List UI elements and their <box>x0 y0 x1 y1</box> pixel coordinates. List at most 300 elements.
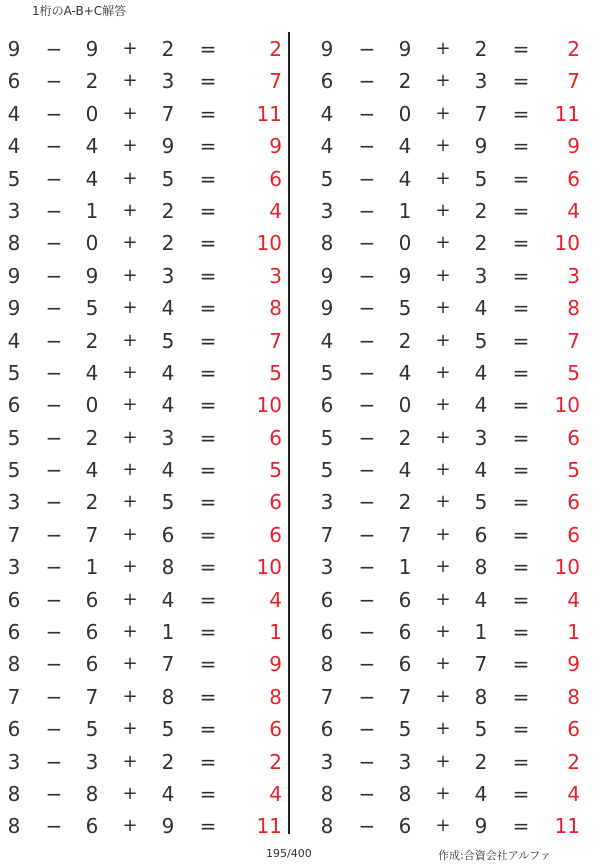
plus-sign: + <box>435 38 451 59</box>
operand-a: 9 <box>7 296 21 321</box>
answer-value: 3 <box>269 263 282 288</box>
operand-b: 0 <box>398 231 412 256</box>
answer-value: 7 <box>269 328 282 353</box>
problem-row <box>313 227 593 259</box>
problem-row <box>313 746 593 778</box>
minus-sign: − <box>45 555 63 580</box>
answer-value: 10 <box>256 555 282 580</box>
plus-sign: + <box>435 329 451 351</box>
operand-c: 5 <box>474 490 488 515</box>
minus-sign: − <box>45 263 63 288</box>
equals-sign: = <box>512 296 530 321</box>
operand-a: 9 <box>320 263 334 288</box>
problem-row <box>313 519 593 551</box>
operand-a: 4 <box>7 328 21 353</box>
answer-value: 4 <box>269 587 282 612</box>
answer-value: 5 <box>269 458 282 483</box>
operand-c: 9 <box>474 814 488 839</box>
problem-row <box>0 33 280 65</box>
operand-c: 5 <box>474 166 488 191</box>
answer-column-right <box>313 33 593 843</box>
operand-b: 3 <box>85 749 99 774</box>
minus-sign: − <box>45 101 63 126</box>
operand-a: 8 <box>7 781 21 806</box>
answer-value: 1 <box>269 620 282 645</box>
operand-b: 7 <box>398 684 412 709</box>
operand-b: 5 <box>398 717 412 742</box>
operand-a: 8 <box>320 814 334 839</box>
operand-c: 4 <box>474 296 488 321</box>
operand-c: 6 <box>161 522 175 547</box>
answer-value: 2 <box>567 37 580 61</box>
answer-column-left <box>0 33 280 843</box>
problem-row <box>0 227 280 259</box>
operand-c: 4 <box>161 296 175 321</box>
minus-sign: − <box>45 360 63 385</box>
operand-a: 7 <box>7 522 21 547</box>
plus-sign: + <box>435 588 451 610</box>
plus-sign: + <box>435 297 451 319</box>
minus-sign: − <box>358 717 376 742</box>
operand-c: 2 <box>161 231 175 256</box>
minus-sign: − <box>358 425 376 450</box>
answer-value: 7 <box>567 328 580 353</box>
operand-a: 8 <box>7 652 21 677</box>
problem-row <box>313 130 593 162</box>
operand-b: 8 <box>398 781 412 806</box>
equals-sign: = <box>512 231 530 256</box>
answer-value: 9 <box>269 652 282 677</box>
plus-sign: + <box>122 264 138 286</box>
equals-sign: = <box>199 231 217 256</box>
operand-c: 9 <box>161 814 175 839</box>
plus-sign: + <box>122 750 138 772</box>
plus-sign: + <box>435 685 451 707</box>
answer-value: 6 <box>567 522 580 547</box>
plus-sign: + <box>122 556 138 578</box>
page-title: 1桁のA-B+C解答 <box>32 4 127 18</box>
operand-a: 6 <box>7 717 21 742</box>
operand-b: 0 <box>85 393 99 418</box>
operand-c: 4 <box>161 360 175 385</box>
operand-a: 3 <box>320 490 334 515</box>
operand-b: 6 <box>398 587 412 612</box>
minus-sign: − <box>358 37 376 61</box>
plus-sign: + <box>435 199 451 221</box>
operand-b: 6 <box>398 620 412 645</box>
problem-row <box>0 551 280 583</box>
equals-sign: = <box>512 360 530 385</box>
minus-sign: − <box>45 587 63 612</box>
operand-b: 4 <box>398 360 412 385</box>
operand-c: 7 <box>161 652 175 677</box>
equals-sign: = <box>199 134 217 159</box>
operand-a: 5 <box>7 458 21 483</box>
minus-sign: − <box>45 393 63 418</box>
answer-value: 3 <box>567 263 580 288</box>
operand-c: 2 <box>474 37 488 61</box>
operand-c: 3 <box>474 263 488 288</box>
equals-sign: = <box>512 652 530 677</box>
operand-a: 4 <box>320 101 334 126</box>
problem-row <box>0 292 280 324</box>
answer-value: 7 <box>567 69 580 94</box>
operand-a: 6 <box>320 587 334 612</box>
operand-a: 6 <box>7 393 21 418</box>
operand-c: 9 <box>161 134 175 159</box>
operand-a: 8 <box>7 231 21 256</box>
answer-value: 6 <box>567 425 580 450</box>
answer-value: 9 <box>567 652 580 677</box>
operand-a: 3 <box>320 198 334 223</box>
minus-sign: − <box>358 101 376 126</box>
operand-b: 6 <box>85 587 99 612</box>
operand-a: 6 <box>7 620 21 645</box>
equals-sign: = <box>199 555 217 580</box>
equals-sign: = <box>199 263 217 288</box>
answer-value: 6 <box>269 717 282 742</box>
minus-sign: − <box>358 231 376 256</box>
operand-a: 5 <box>320 458 334 483</box>
problem-row <box>0 163 280 195</box>
operand-b: 2 <box>85 490 99 515</box>
problem-row <box>0 325 280 357</box>
equals-sign: = <box>199 684 217 709</box>
equals-sign: = <box>199 620 217 645</box>
operand-c: 2 <box>474 749 488 774</box>
operand-c: 2 <box>161 37 175 61</box>
plus-sign: + <box>435 815 451 837</box>
operand-a: 8 <box>320 652 334 677</box>
equals-sign: = <box>199 781 217 806</box>
operand-b: 0 <box>85 101 99 126</box>
answer-value: 8 <box>567 684 580 709</box>
problem-row <box>0 778 280 810</box>
equals-sign: = <box>199 69 217 94</box>
equals-sign: = <box>512 198 530 223</box>
operand-a: 8 <box>320 231 334 256</box>
equals-sign: = <box>512 458 530 483</box>
problem-row <box>313 292 593 324</box>
equals-sign: = <box>512 555 530 580</box>
plus-sign: + <box>122 297 138 319</box>
operand-a: 3 <box>320 749 334 774</box>
operand-b: 8 <box>85 781 99 806</box>
problem-row <box>313 422 593 454</box>
problem-row <box>313 454 593 486</box>
operand-b: 9 <box>85 263 99 288</box>
operand-a: 4 <box>320 134 334 159</box>
operand-c: 2 <box>474 198 488 223</box>
operand-c: 3 <box>161 263 175 288</box>
operand-c: 4 <box>161 393 175 418</box>
plus-sign: + <box>435 750 451 772</box>
plus-sign: + <box>435 394 451 416</box>
problem-row <box>0 130 280 162</box>
plus-sign: + <box>435 167 451 189</box>
plus-sign: + <box>435 135 451 157</box>
equals-sign: = <box>512 522 530 547</box>
plus-sign: + <box>122 135 138 157</box>
plus-sign: + <box>435 426 451 448</box>
equals-sign: = <box>199 296 217 321</box>
answer-value: 6 <box>567 717 580 742</box>
problem-row <box>313 65 593 97</box>
answer-value: 4 <box>567 781 580 806</box>
equals-sign: = <box>199 522 217 547</box>
answer-value: 2 <box>269 749 282 774</box>
problem-row <box>0 357 280 389</box>
minus-sign: − <box>358 620 376 645</box>
equals-sign: = <box>199 458 217 483</box>
operand-a: 6 <box>320 620 334 645</box>
answer-value: 8 <box>269 684 282 709</box>
plus-sign: + <box>122 361 138 383</box>
problem-row <box>313 389 593 421</box>
answer-value: 6 <box>269 490 282 515</box>
operand-c: 5 <box>161 717 175 742</box>
minus-sign: − <box>358 490 376 515</box>
plus-sign: + <box>435 361 451 383</box>
minus-sign: − <box>45 717 63 742</box>
equals-sign: = <box>512 814 530 839</box>
operand-b: 4 <box>85 458 99 483</box>
problem-row <box>313 486 593 518</box>
operand-b: 6 <box>85 620 99 645</box>
operand-b: 2 <box>85 425 99 450</box>
minus-sign: − <box>358 263 376 288</box>
operand-a: 5 <box>7 425 21 450</box>
operand-a: 8 <box>320 781 334 806</box>
problem-row <box>313 163 593 195</box>
plus-sign: + <box>122 102 138 124</box>
page-number: 195/400 <box>266 847 312 860</box>
plus-sign: + <box>122 685 138 707</box>
operand-a: 3 <box>7 749 21 774</box>
operand-a: 6 <box>320 69 334 94</box>
operand-c: 3 <box>474 69 488 94</box>
credit-text: 作成:合資会社アルファ <box>438 849 552 862</box>
problem-row <box>313 616 593 648</box>
plus-sign: + <box>435 70 451 92</box>
minus-sign: − <box>358 198 376 223</box>
answer-value: 6 <box>269 522 282 547</box>
operand-c: 6 <box>474 522 488 547</box>
plus-sign: + <box>435 782 451 804</box>
operand-c: 2 <box>161 749 175 774</box>
operand-c: 5 <box>161 166 175 191</box>
minus-sign: − <box>45 781 63 806</box>
operand-b: 5 <box>398 296 412 321</box>
operand-a: 8 <box>7 814 21 839</box>
operand-b: 2 <box>398 425 412 450</box>
problem-row <box>0 810 280 842</box>
operand-b: 7 <box>398 522 412 547</box>
operand-a: 6 <box>7 587 21 612</box>
problem-row <box>0 681 280 713</box>
minus-sign: − <box>358 684 376 709</box>
minus-sign: − <box>358 814 376 839</box>
equals-sign: = <box>199 198 217 223</box>
operand-c: 4 <box>474 393 488 418</box>
operand-a: 5 <box>7 166 21 191</box>
minus-sign: − <box>45 69 63 94</box>
operand-b: 7 <box>85 522 99 547</box>
answer-value: 6 <box>567 490 580 515</box>
equals-sign: = <box>199 587 217 612</box>
minus-sign: − <box>45 814 63 839</box>
minus-sign: − <box>45 652 63 677</box>
answer-value: 2 <box>567 749 580 774</box>
answer-value: 10 <box>554 231 580 256</box>
equals-sign: = <box>512 101 530 126</box>
operand-c: 1 <box>161 620 175 645</box>
plus-sign: + <box>435 556 451 578</box>
plus-sign: + <box>122 621 138 643</box>
problem-row <box>313 260 593 292</box>
answer-value: 8 <box>269 296 282 321</box>
operand-c: 7 <box>474 652 488 677</box>
operand-c: 2 <box>161 198 175 223</box>
minus-sign: − <box>358 522 376 547</box>
operand-b: 4 <box>398 166 412 191</box>
answer-value: 8 <box>567 296 580 321</box>
answer-value: 5 <box>567 458 580 483</box>
plus-sign: + <box>122 199 138 221</box>
equals-sign: = <box>512 393 530 418</box>
plus-sign: + <box>435 491 451 513</box>
plus-sign: + <box>122 232 138 254</box>
equals-sign: = <box>512 425 530 450</box>
plus-sign: + <box>435 459 451 481</box>
operand-b: 3 <box>398 749 412 774</box>
operand-c: 4 <box>161 587 175 612</box>
problem-row <box>0 584 280 616</box>
minus-sign: − <box>45 328 63 353</box>
operand-a: 9 <box>320 296 334 321</box>
operand-b: 0 <box>398 101 412 126</box>
equals-sign: = <box>199 652 217 677</box>
answer-value: 9 <box>567 134 580 159</box>
equals-sign: = <box>512 134 530 159</box>
problem-row <box>313 551 593 583</box>
equals-sign: = <box>512 69 530 94</box>
operand-c: 2 <box>474 231 488 256</box>
operand-a: 3 <box>7 198 21 223</box>
operand-a: 5 <box>320 425 334 450</box>
minus-sign: − <box>358 328 376 353</box>
answer-value: 11 <box>256 101 282 126</box>
problem-row <box>0 486 280 518</box>
operand-c: 8 <box>161 684 175 709</box>
operand-b: 6 <box>398 652 412 677</box>
equals-sign: = <box>199 425 217 450</box>
minus-sign: − <box>358 134 376 159</box>
operand-b: 9 <box>398 37 412 61</box>
operand-b: 4 <box>398 458 412 483</box>
plus-sign: + <box>122 459 138 481</box>
minus-sign: − <box>358 749 376 774</box>
equals-sign: = <box>199 360 217 385</box>
plus-sign: + <box>122 426 138 448</box>
equals-sign: = <box>512 781 530 806</box>
minus-sign: − <box>45 522 63 547</box>
plus-sign: + <box>435 523 451 545</box>
operand-b: 5 <box>85 717 99 742</box>
operand-a: 7 <box>320 522 334 547</box>
plus-sign: + <box>435 621 451 643</box>
operand-a: 5 <box>7 360 21 385</box>
minus-sign: − <box>358 166 376 191</box>
answer-value: 6 <box>269 166 282 191</box>
equals-sign: = <box>199 717 217 742</box>
minus-sign: − <box>358 652 376 677</box>
answer-value: 10 <box>554 393 580 418</box>
operand-c: 4 <box>161 458 175 483</box>
equals-sign: = <box>199 749 217 774</box>
plus-sign: + <box>122 782 138 804</box>
operand-b: 9 <box>85 37 99 61</box>
answer-value: 5 <box>269 360 282 385</box>
problem-row <box>313 33 593 65</box>
minus-sign: − <box>45 166 63 191</box>
problem-row <box>313 325 593 357</box>
operand-c: 4 <box>474 587 488 612</box>
equals-sign: = <box>512 749 530 774</box>
operand-c: 5 <box>474 717 488 742</box>
plus-sign: + <box>122 38 138 59</box>
operand-a: 6 <box>320 717 334 742</box>
minus-sign: − <box>45 231 63 256</box>
equals-sign: = <box>199 490 217 515</box>
operand-b: 1 <box>85 555 99 580</box>
plus-sign: + <box>122 523 138 545</box>
operand-b: 6 <box>398 814 412 839</box>
operand-c: 4 <box>474 781 488 806</box>
operand-b: 1 <box>85 198 99 223</box>
equals-sign: = <box>512 37 530 61</box>
operand-c: 8 <box>474 684 488 709</box>
operand-c: 8 <box>474 555 488 580</box>
minus-sign: − <box>45 620 63 645</box>
problem-row <box>0 422 280 454</box>
answer-value: 10 <box>554 555 580 580</box>
plus-sign: + <box>435 232 451 254</box>
operand-b: 4 <box>85 360 99 385</box>
equals-sign: = <box>512 166 530 191</box>
operand-a: 9 <box>7 263 21 288</box>
answer-value: 5 <box>567 360 580 385</box>
answer-value: 4 <box>269 781 282 806</box>
operand-c: 3 <box>161 69 175 94</box>
operand-b: 4 <box>85 134 99 159</box>
operand-b: 0 <box>398 393 412 418</box>
operand-c: 5 <box>474 328 488 353</box>
minus-sign: − <box>45 296 63 321</box>
equals-sign: = <box>199 166 217 191</box>
problem-row <box>0 65 280 97</box>
problem-row <box>0 519 280 551</box>
equals-sign: = <box>512 587 530 612</box>
operand-b: 0 <box>85 231 99 256</box>
plus-sign: + <box>122 167 138 189</box>
operand-c: 1 <box>474 620 488 645</box>
operand-c: 8 <box>161 555 175 580</box>
operand-b: 1 <box>398 555 412 580</box>
answer-value: 11 <box>554 814 580 839</box>
minus-sign: − <box>45 490 63 515</box>
problem-row <box>313 357 593 389</box>
